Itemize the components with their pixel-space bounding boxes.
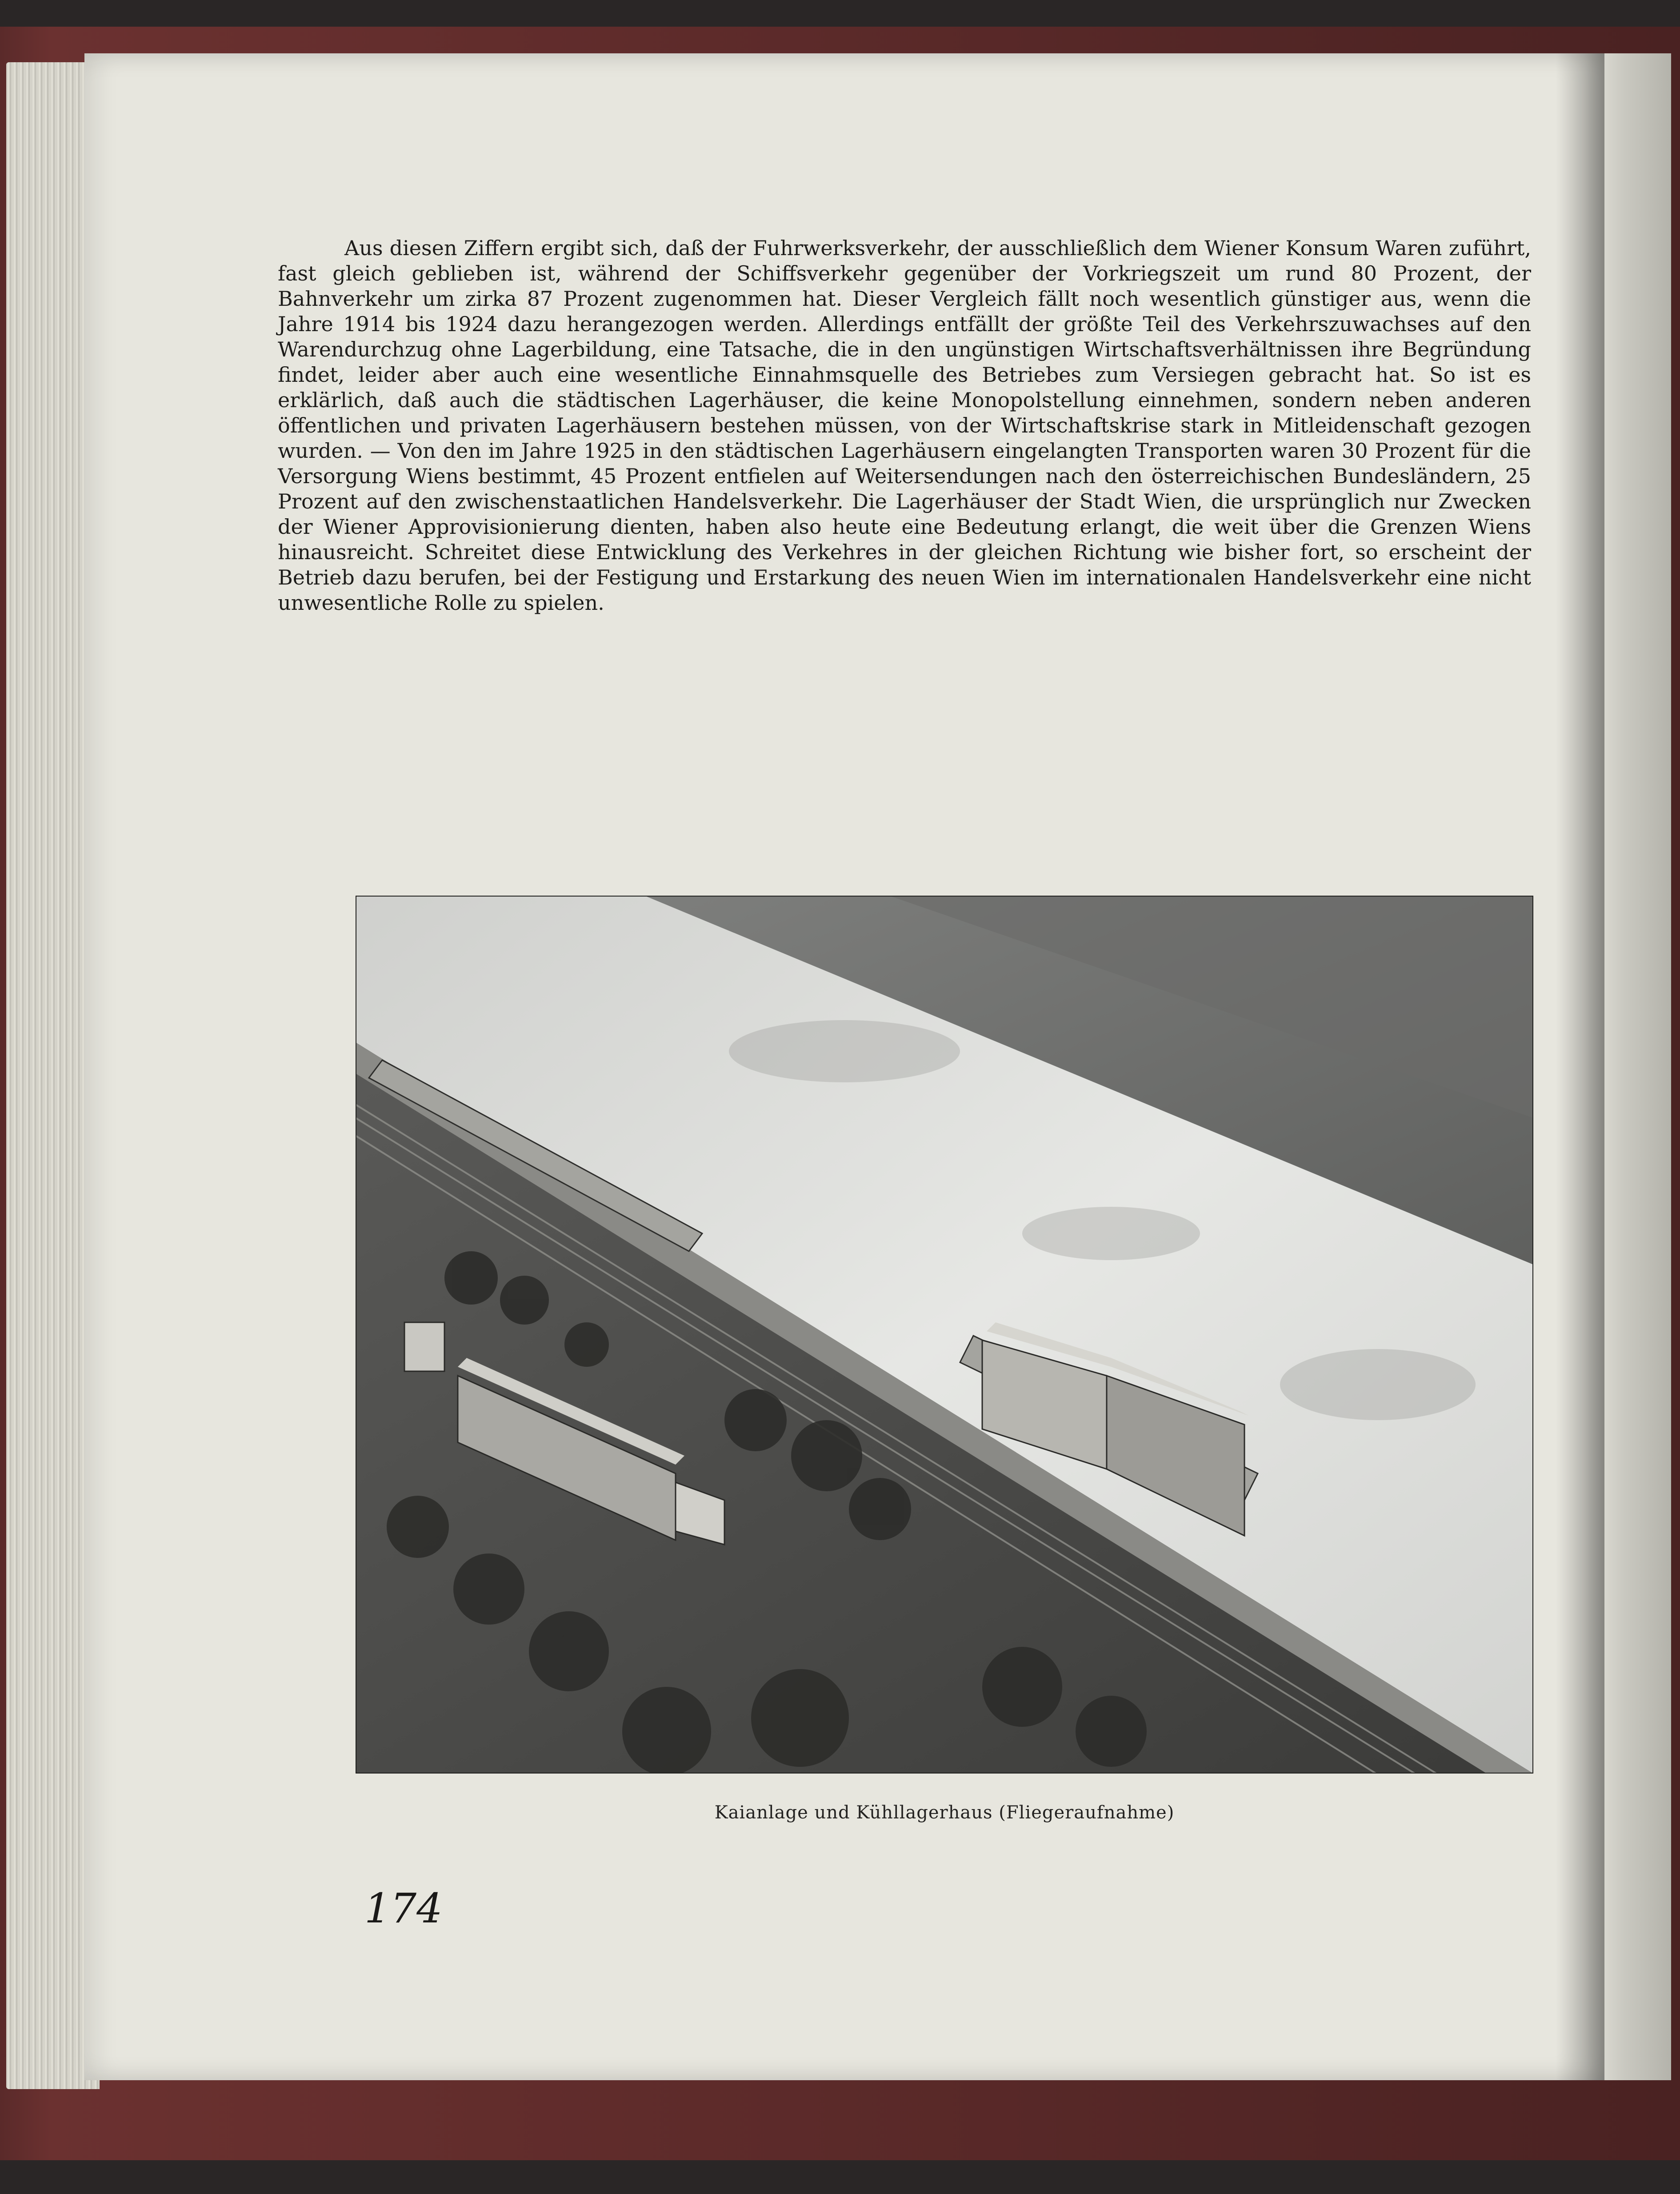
body-paragraph: Aus diesen Ziffern ergibt sich, daß der Fuhrwerksverkehr, der ausschließlich dem Wiener Konsum Waren zuführt, fast gleich geblieben ist, während der Schiffsverkehr gegenüber der Vorkriegszeit um rund 80 Prozent, der Bahnverkehr um zirka 87 Prozent zugenommen hat. Dieser Vergleich fällt noch wesentlich günstiger aus, wenn die Jahre 1914 bis 1924 dazu herangezogen werden. Allerdings entfällt der größte Teil des Verkehrszuwachses auf den Warendurchzug ohne Lagerbildung, eine Tatsache, die in den ungünstigen Wirtschaftsverhältnissen ihre Begründung findet, leider aber auch eine wesentliche Einnahmsquelle des Betriebes zum Versiegen gebracht hat. So ist es erklärlich, daß auch die städtischen Lagerhäuser, die keine Monopolstellung einnehmen, sondern neben anderen öffentlichen und privaten Lagerhäusern bestehen müssen, von der Wirtschaftskrise stark in Mitleidenschaft gezogen wurden. — Von den im Jahre 1925 in den städtischen Lagerhäusern eingelangten Transporten waren 30 Prozent für die Versorgung Wiens bestimmt, 45 Prozent entfielen auf Weitersendungen nach den österreichischen Bundesländern, 25 Prozent auf den zwischenstaatlichen Handelsverkehr. Die Lagerhäuser der Stadt Wien, die ursprünglich nur Zwecken der Wiener Approvisionierung dienten, haben also heute eine Bedeutung erlangt, die weit über die Grenzen Wiens hinausreicht. Schreitet diese Entwicklung des Verkehres in der gleichen Richtung wie bisher fort, so erscheint der Betrieb dazu berufen, bei der Festigung und Erstarkung des neuen Wien im internationalen Handelsverkehr eine nicht unwesentliche Rolle zu spielen.: [278, 236, 1531, 615]
aerial-photograph: [356, 896, 1533, 1774]
page-number: 174: [364, 1885, 443, 1932]
photo-caption: Kaianlage und Kühllagerhaus (Fliegeraufnahme): [714, 1802, 1175, 1823]
page-gutter-shadow: [1556, 53, 1604, 2080]
facing-page-edge: [1604, 53, 1671, 2080]
